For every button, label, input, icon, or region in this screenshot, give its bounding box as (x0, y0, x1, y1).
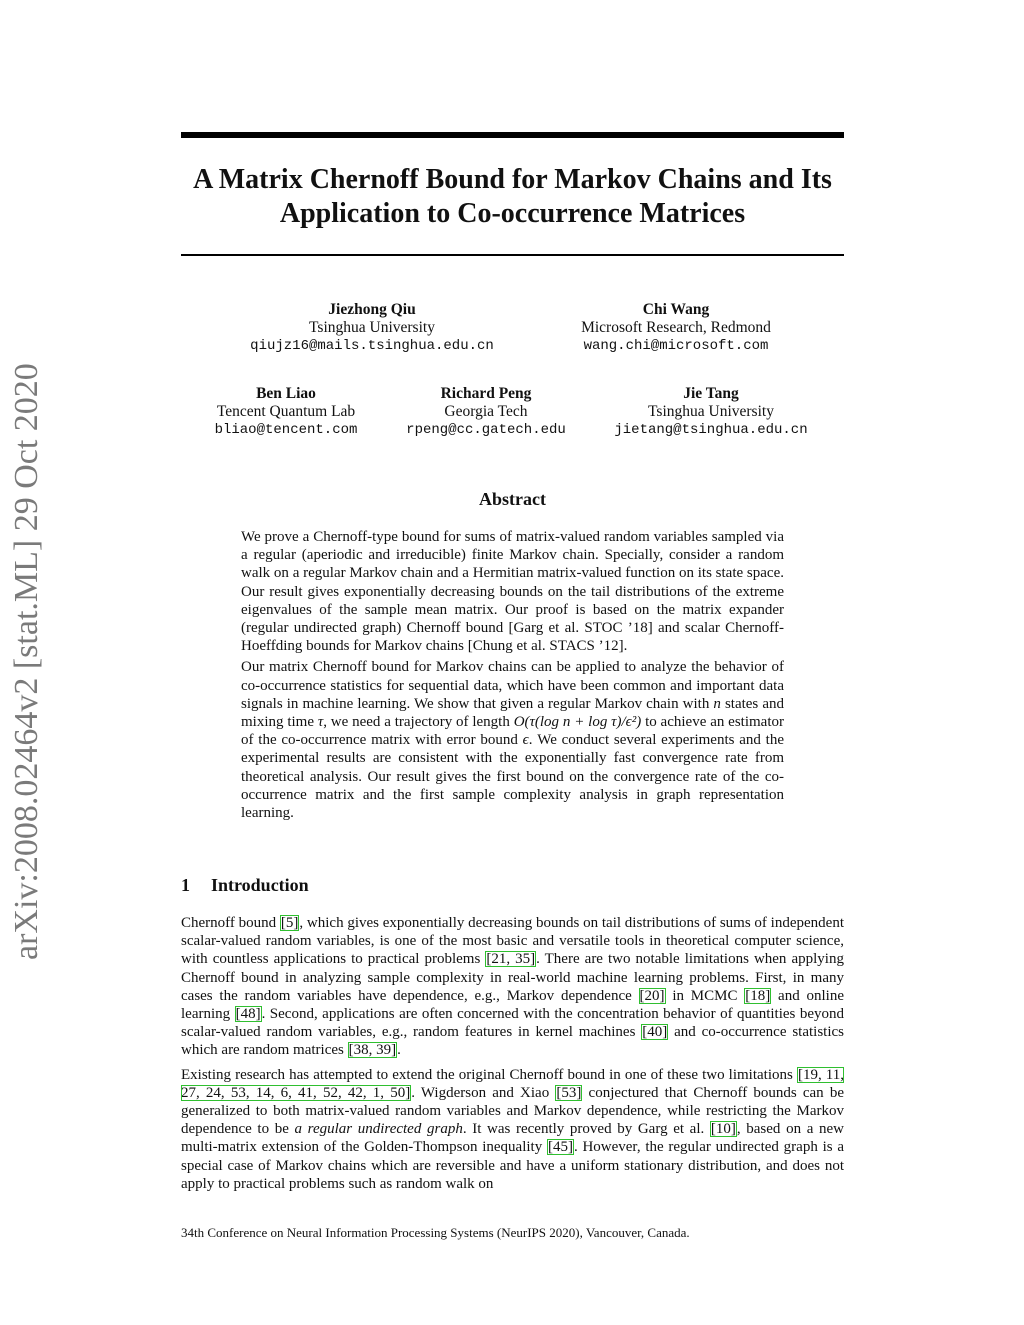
abstract-text: , we need a trajectory of length (323, 714, 514, 731)
body-text: . Second, applications are often concerned with the concentration behavior of quantities beyond scalar-valued random variables, e.g., random features in kernel machines (181, 1006, 844, 1041)
body-text: . However, the regular undirected graph is a special case of Markov chains which are reversible and have a uniform stationary distribution, and does not apply to practical problems such as random walk on (181, 1139, 845, 1192)
arxiv-sidebar: arXiv:2008.02464v2 [stat.ML] 29 Oct 2020 (8, 363, 45, 960)
author-name: Richard Peng (440, 385, 532, 402)
author-name: Chi Wang (642, 301, 710, 318)
body-text: . It was recently proved by Garg et al. (462, 1121, 710, 1138)
author-email[interactable]: qiujz16@mails.tsinghua.edu.cn (250, 338, 494, 354)
author-email[interactable]: rpeng@cc.gatech.edu (406, 422, 566, 438)
citation-link[interactable]: [10] (710, 1121, 736, 1138)
citation-link[interactable]: [40] (642, 1024, 668, 1041)
citation-link[interactable]: [45] (547, 1139, 573, 1156)
body-text: . There are two notable limitations when applying Chernoff bound in analyzing sample complexity in real-world machine learning problems. First, in many cases the random variables have dependence, e.g., Markov dependence (181, 951, 844, 1004)
citation-link[interactable]: [20] (639, 987, 665, 1004)
author-email[interactable]: wang.chi@microsoft.com (583, 338, 769, 354)
intro-paragraph-1 (181, 914, 844, 1060)
math-tau: τ (317, 714, 324, 731)
body-text: Chernoff bound (181, 915, 280, 931)
title-rule-bottom (181, 254, 844, 256)
body-text: and online learning (181, 987, 844, 1023)
author-block (222, 301, 522, 355)
author-email[interactable]: jietang@tsinghua.edu.cn (614, 422, 808, 438)
section-number: 1 (181, 875, 190, 895)
author-name: Jie Tang (683, 385, 739, 402)
citation-link[interactable]: [18] (745, 987, 771, 1004)
conference-footnote: 34th Conference on Neural Information Processing Systems (NeurIPS 2020), Vancouver, Canada. (181, 1225, 690, 1240)
author-block (386, 385, 586, 439)
abstract-body (241, 528, 784, 825)
body-text: Existing research has attempted to extend the original Chernoff bound in one of these two limitations (181, 1066, 797, 1083)
author-name: Ben Liao (256, 385, 316, 402)
abstract-paragraph-2 (241, 658, 784, 822)
citation-link[interactable]: [38, 39] (348, 1042, 397, 1059)
title-rule-top (181, 132, 844, 138)
citation-link[interactable]: [21, 35] (486, 951, 536, 968)
author-block (186, 385, 386, 439)
abstract-text: . We conduct several experiments and the experimental results are consistent with the exponentially fast convergence rate from theoretical analysis. Our result gives the first bound on the convergence rate of the co-occurrence matrix and the first sample complexity analysis in graph representation learning. (241, 732, 784, 822)
abstract-text: to achieve an estimator of the co-occurrence matrix with error bound (241, 714, 784, 749)
title-line-1: A Matrix Chernoff Bound for Markov Chains and Its (193, 164, 832, 195)
math-n: n (713, 695, 721, 712)
math-big-o: O(τ(log n + log τ)/ϵ²) (513, 714, 642, 731)
citation-link[interactable]: [5] (280, 915, 299, 931)
math-epsilon: ϵ (522, 732, 529, 749)
body-text: and co-occurrence statistics which are random matrices (181, 1024, 844, 1059)
author-affiliation: Tencent Quantum Lab (216, 403, 356, 420)
author-affiliation: Tsinghua University (648, 403, 774, 420)
body-text: , based on a new multi-matrix extension of the Golden-Thompson inequality (181, 1121, 844, 1156)
body-text: in MCMC (665, 987, 745, 1004)
citation-link[interactable]: [48] (235, 1006, 261, 1023)
body-text: . (397, 1042, 401, 1059)
author-affiliation: Georgia Tech (444, 403, 528, 420)
intro-paragraph-2 (181, 1066, 844, 1193)
abstract-paragraph-1: We prove a Chernoff-type bound for sums of matrix-valued random variables sampled via a regular (aperiodic and irreducible) finite Markov chain. Specially, consider a random walk on a regular Markov chain and a Hermitian matrix-valued function on its state space. Our result gives exponentially decreasing bounds on the tail distributions of the extreme eigenvalues of the sample mean matrix. Our proof is based on the matrix expander (regular undirected graph) Chernoff bound [Garg et al. STOC ’18] and scalar Chernoff-Hoeffding bounds for Markov chains [Chung et al. STACS ’12]. (241, 529, 784, 655)
paper-title (170, 163, 855, 231)
body-text: . Wigderson and Xiao (411, 1084, 556, 1101)
section-heading-introduction (181, 874, 309, 896)
author-block (526, 301, 826, 355)
citation-link[interactable]: [19, 11, 27, 24, 53, 14, 6, 41, 52, 42, 1, 50] (181, 1066, 844, 1101)
body-text: conjectured that Chernoff bounds can be generalized to both matrix-valued random variables and Markov dependence, while restricting the Markov dependence to be (181, 1084, 845, 1138)
abstract-heading: Abstract (479, 489, 546, 509)
abstract-text: states and mixing time (241, 695, 784, 731)
emphasis-text: a regular undirected graph (294, 1121, 463, 1138)
author-affiliation: Microsoft Research, Redmond (581, 319, 771, 336)
introduction-body (181, 914, 844, 1199)
body-text: , which gives exponentially decreasing bounds on tail distributions of sums of independent scalar-valued random variables, is one of the most basic and versatile tools in theoretical computer science, with countless applications to practical problems (181, 915, 844, 968)
author-email[interactable]: bliao@tencent.com (214, 422, 358, 438)
author-name: Jiezhong Qiu (328, 301, 416, 318)
title-line-2: Application to Co-occurrence Matrices (279, 198, 746, 229)
citation-link[interactable]: [53] (556, 1084, 582, 1101)
author-block (601, 385, 821, 439)
author-affiliation: Tsinghua University (309, 319, 435, 336)
abstract-text: Our matrix Chernoff bound for Markov chains can be applied to analyze the behavior of co-occurrence statistics for sequential data, which have been common and important data signals in machine learning. We show that given a regular Markov chain with (241, 659, 784, 712)
section-title: Introduction (211, 875, 309, 895)
